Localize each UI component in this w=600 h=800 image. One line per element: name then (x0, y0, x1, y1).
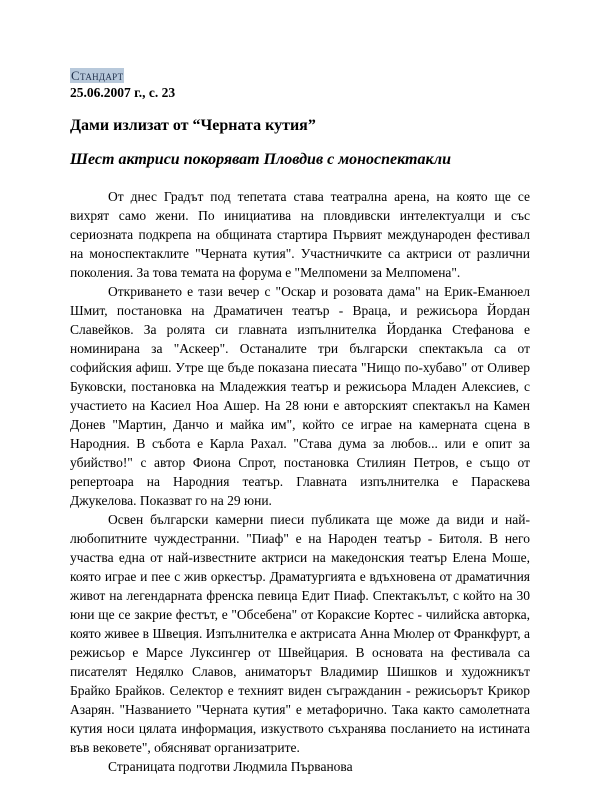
article-body (70, 187, 530, 776)
publication-date-page: 25.06.2007 г., с. 23 (70, 85, 176, 100)
article-paragraph: От днес Градът под тепетата става театрална арена, на която ще се вихрят само жени. По инициатива на пловдивски интелектуалци и със сериозната подкрепа на общината стартира Първият международен фестивал на моноспектаклите "Черната кутия". Участничките са актриси от различни поколения. За това темата на форума е "Мелпомени за Мелпомена". (70, 189, 530, 280)
article-subtitle: Шест актриси покоряват Пловдив с моноспектакли (70, 151, 452, 168)
article-paragraph: Освен български камерни пиеси публиката ще може да види и най-любопитните чуждестранни. "Пиаф" е на Народен театър - Битоля. В него участва една от най-известните актриси на македонския театър Елена Моше, която играе и пее с жив оркестър. Драматургията е вдъхновена от драматичния живот на легендарната френска певица Едит Пиаф. Спектакълът, с който на 30 юни ще се закрие фестът, е "Обсебена" от Кораксие Кортес - чилийска авторка, която живее в Швеция. Изпълнителка е актрисата Анна Мюлер от Франкфурт, а режисьор е Марсе Луксингер от Швейцария. В основата на фестивала са писателят Недялко Славов, аниматорът Владимир Шишков и художникът Брайко Брайков. Селектор е техният виден съгражданин - режисьорът Крикор Азарян. "Названието "Черната кутия" е метафорично. Така както самолетната кутия носи цялата информация, изкуството съхранява посланието на истината във вековете", обясняват организатрите. (70, 512, 530, 755)
article-paragraph: Откриването е тази вечер с "Оскар и розовата дама" на Ерик-Еманюел Шмит, постановка на Драматичен театър - Враца, и режисьора Йордан Славейков. За ролята си главната изпълнителка Йорданка Стефанова е номинирана за "Аскеер". Останалите три български спектакъла са от софийския афиш. Утре ще бъде показана пиесата "Нищо по-хубаво" от Оливер Буковски, постановка на Младежкия театър и режисьора Младен Алексиев, с участието на Касиел Ноа Ашер. На 28 юни е авторският спектакъл на Камен Донев "Мартин, Данчо и майка им", който се играе на камерната сцена в Народния. В събота е Карла Рахал. "Става дума за любов... или е опит за убийство!" с автор Фиона Спрот, постановка Стилиян Петров, е също от репертоара на Народния театър. Главната изпълнителка е Параскева Джукелова. Показват го на 29 юни. (70, 284, 530, 508)
article-title: Дами излизат от “Черната кутия” (70, 117, 316, 134)
article-byline: Страницата подготви Людмила Първанова (108, 759, 353, 774)
publication-logo: Стандарт (71, 68, 124, 83)
